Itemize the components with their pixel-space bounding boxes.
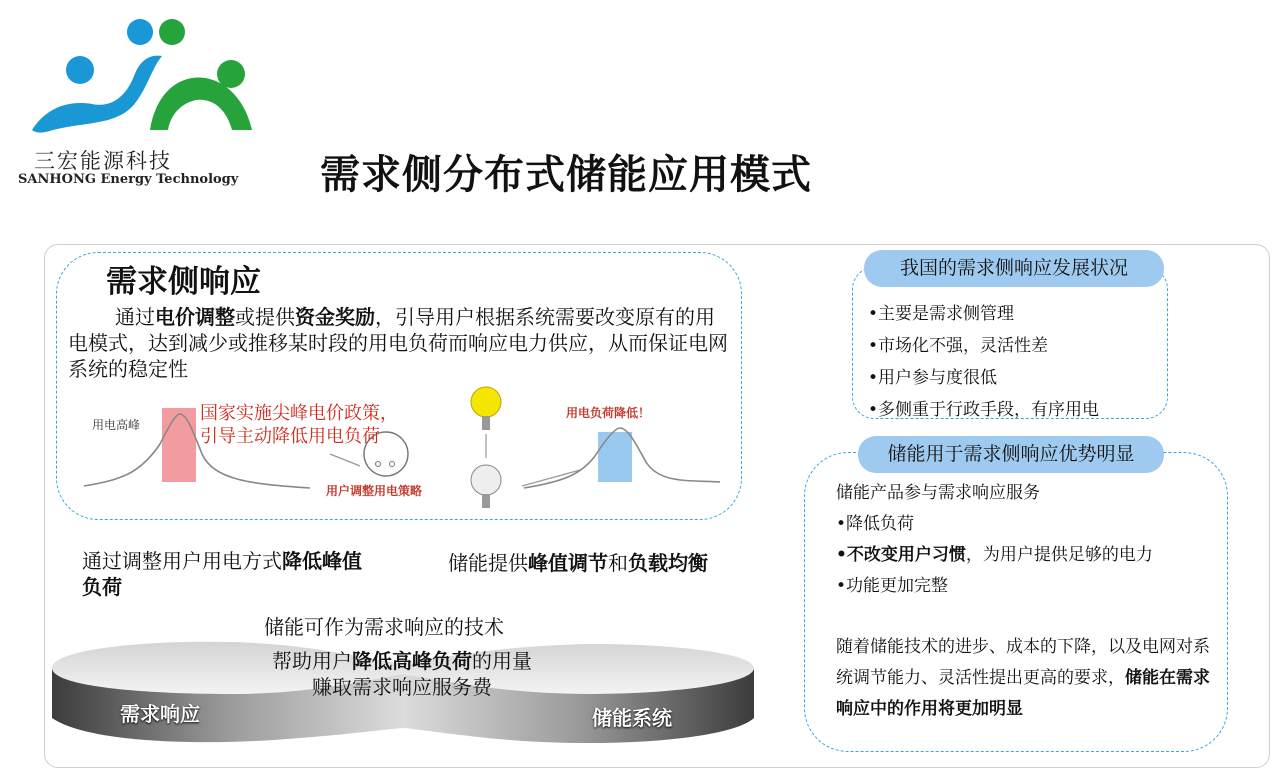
storage-tech-line: 储能可作为需求响应的技术: [264, 615, 504, 639]
demand-response-description: 通过电价调整或提供资金奖励，引导用户根据系统需要改变原有的用电模式，达到减少或推移某时段的用电负荷而响应电力供应，从而保证电网系统的稳定性: [68, 305, 728, 381]
list-item: •市场化不强，灵活性差: [868, 336, 1049, 356]
logo-english-name: SANHONG Energy Technology: [18, 172, 239, 187]
peak-label: 用电高峰: [92, 418, 141, 432]
arrow-right-icon-2: [522, 470, 580, 486]
reduced-load-bar: [598, 432, 632, 482]
logo-mark: [32, 19, 252, 133]
adjust-strategy-label: 用户调整用电策略: [326, 484, 423, 498]
help-user-text: 帮助用户降低高峰负荷的用量 赚取需求响应服务费: [272, 649, 532, 699]
logo-chinese-name: 三宏能源科技: [34, 149, 172, 173]
list-item: •功能更加完整: [836, 576, 949, 596]
advantage-list: [836, 478, 1153, 602]
china-status-list: [868, 298, 1099, 426]
peak-load-bar: [162, 408, 196, 482]
storage-balancing-note: 储能提供峰值调节和负载均衡: [448, 551, 708, 575]
demand-response-heading: 需求侧响应: [106, 264, 261, 300]
storage-system-lens-label: 储能系统: [592, 706, 672, 730]
light-bulb-off-icon: [471, 465, 501, 495]
china-status-title: 我国的需求侧响应发展状况: [864, 250, 1164, 287]
list-item: •多侧重于行政手段，有序用电: [868, 400, 1100, 420]
load-reduced-label: 用电负荷降低！: [566, 406, 651, 420]
advantage-summary: 随着储能技术的进步、成本的下降，以及电网对系统调节能力、灵活性提出更高的要求，储能在需求响应中的作用将更加明显: [836, 637, 1210, 719]
list-item: 储能产品参与需求响应服务: [836, 483, 1040, 503]
advantage-title: 储能用于需求侧响应优势明显: [858, 436, 1164, 473]
reduce-peak-note: 通过调整用户用电方式降低峰值负荷: [82, 549, 362, 599]
demand-response-lens-label: 需求响应: [120, 702, 200, 726]
list-item: •降低负荷: [836, 514, 915, 534]
list-item: •用户参与度很低: [868, 368, 998, 388]
policy-note: 国家实施尖峰电价政策， 引导主动降低用电负荷: [200, 403, 398, 447]
page-title: 需求侧分布式储能应用模式: [320, 152, 812, 198]
list-item: •不改变用户习惯，为用户提供足够的电力: [836, 545, 1153, 565]
arrow-right-icon: [330, 454, 360, 466]
light-bulb-on-icon: [471, 387, 501, 417]
list-item: •主要是需求侧管理: [868, 304, 1015, 324]
